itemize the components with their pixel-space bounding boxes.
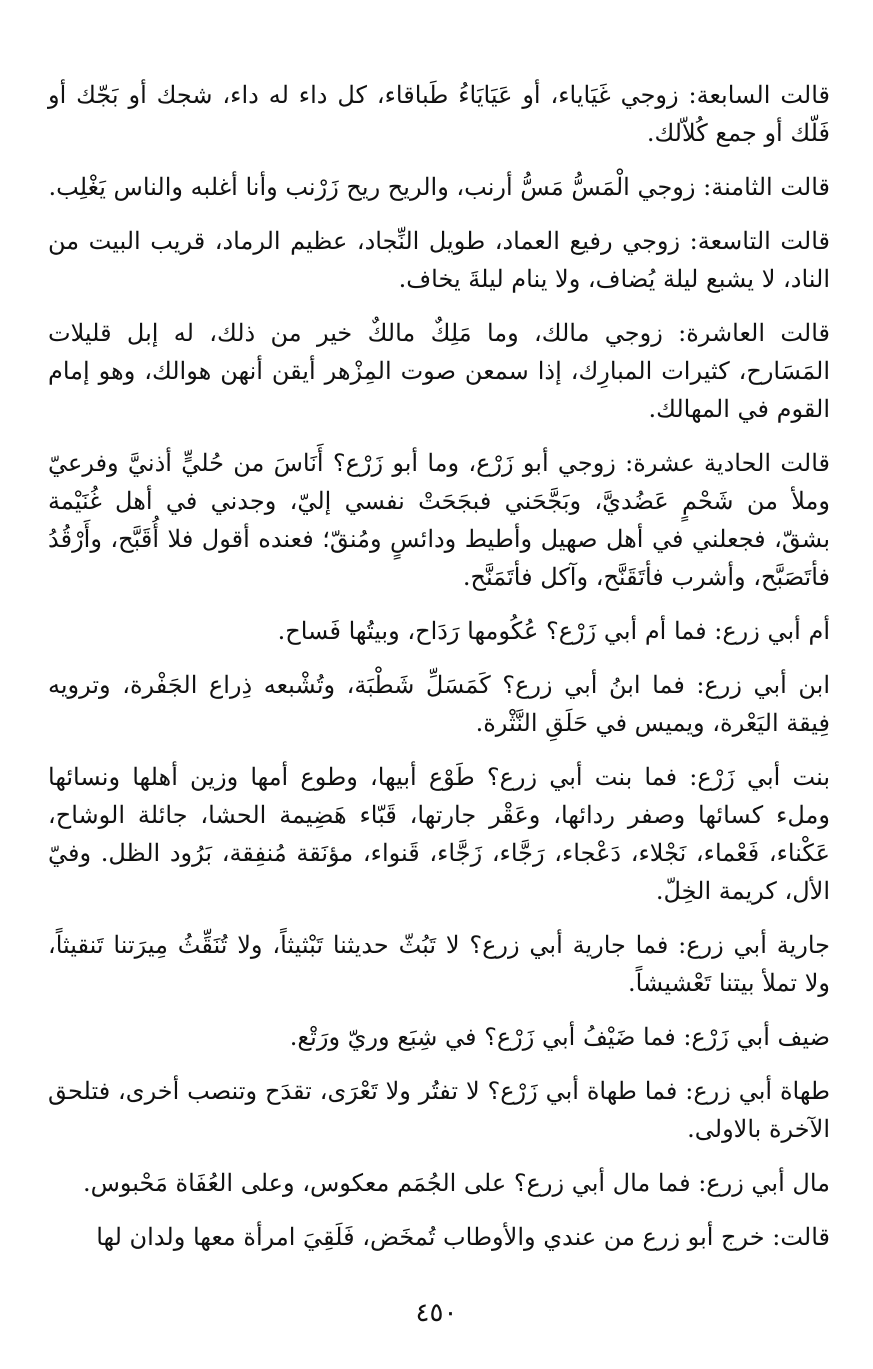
paragraph-daughter-of-abu-zar: بنت أبي زَرْع: فما بنت أبي زرع؟ طَوْع أبيها، وطوع أمها وزين أهلها ونسائها وملء كسائها وصفر ردائها، وعَقْر جارتها، قَبّاء هَضِيمة الحشا، جائلة الوشاح، عَكْناء، فَعْماء، نَجْلاء، دَعْجاء، رَجَّاء، زَجَّاء، قَنواء، مؤنَقة مُنفِقة، بَرُود الظل. وفيّ الأل، كريمة الخِلّ.	[48, 763, 830, 905]
paragraph-tenth-wife: قالت العاشرة: زوجي مالك، وما مَلِكٌ مالكٌ خير من ذلك، له إبل قليلات المَسَارح، كثيرات المبارِك، إذا سمعن صوت المِزْهر أيقن أنهن هوالك، وهو إمام القوم في المهالك.	[48, 319, 830, 423]
paragraph-abu-zar-departure: قالت: خرج أبو زرع من عندي والأوطاب تُمخَض، فَلَقِيَ امرأة معها ولدان لها	[96, 1223, 830, 1251]
paragraph-eighth-wife: قالت الثامنة: زوجي الْمَسُّ مَسُّ أرنب، والريح ريح زَرْنب وأنا أغلبه والناس يَغْلِب.	[48, 173, 830, 201]
paragraph-son-of-abu-zar: ابن أبي زرع: فما ابنُ أبي زرع؟ كَمَسَلِّ شَطْبَة، وتُشْبعه ذِراع الجَفْرة، وترويه فِيقة اليَعْرة، ويميس في حَلَقِ النَّثْرة.	[48, 671, 830, 737]
page-body	[48, 70, 830, 1272]
paragraph-seventh-wife: قالت السابعة: زوجي غَيَاياء، أو عَيَايَاءُ طَباقاء، كل داء له داء، شجك أو بَجّك أو فَلّك أو جمع كُلاّلك.	[48, 81, 830, 147]
page-number: ٤٥٠	[415, 1298, 458, 1328]
paragraph-eleventh-wife: قالت الحادية عشرة: زوجي أبو زَرْع، وما أبو زَرْع؟ أَنَاسَ من حُليٍّ أذنيَّ وفرعيّ وملأ من شَحْمٍ عَضُديَّ، وبَجَّحَني فبجَحَتْ نفسي إليّ، وجدني في أهل غُنَيْمة بشقّ، فجعلني في أهل صهيل وأطيط ودائسٍ ومُنقّ؛ فعنده أقول فلا أُقَبَّح، وأَرْقُدُ فأتَصَبَّح، وأشرب فأتَقَنَّح، وآكل فأتَمَنَّح.	[48, 449, 830, 591]
paragraph-wealth-of-abu-zar: مال أبي زرع: فما مال أبي زرع؟ على الجُمَم معكوس، وعلى العُفَاة مَحْبوس.	[82, 1169, 830, 1197]
paragraph-cooks-of-abu-zar: طهاة أبي زرع: فما طهاة أبي زَرْع؟ لا تفتُر ولا تَعْرَى، تقدَح وتنصب أخرى، فتلحق الآخرة بالاولى.	[48, 1077, 830, 1143]
paragraph-maid-of-abu-zar: جارية أبي زرع: فما جارية أبي زرع؟ لا تَبُثّ حديثنا تَبْثيثاً، ولا تُنَقِّثُ مِيرَتنا تَنقيثاً، ولا تملأ بيتنا تَعْشيشاً.	[48, 931, 830, 997]
paragraph-mother-of-abu-zar: أم أبي زرع: فما أم أبي زَرْع؟ عُكُومها رَدَاح، وبيتُها فَساح.	[277, 617, 830, 645]
paragraph-ninth-wife: قالت التاسعة: زوجي رفيع العماد، طويل النِّجاد، عظيم الرماد، قريب البيت من الناد، لا يشبع ليلة يُضاف، ولا ينام ليلةَ يخاف.	[48, 227, 830, 293]
paragraph-guest-of-abu-zar: ضيف أبي زَرْع: فما ضَيْفُ أبي زَرْع؟ في شِبَع وريّ ورَتْع.	[289, 1023, 830, 1051]
